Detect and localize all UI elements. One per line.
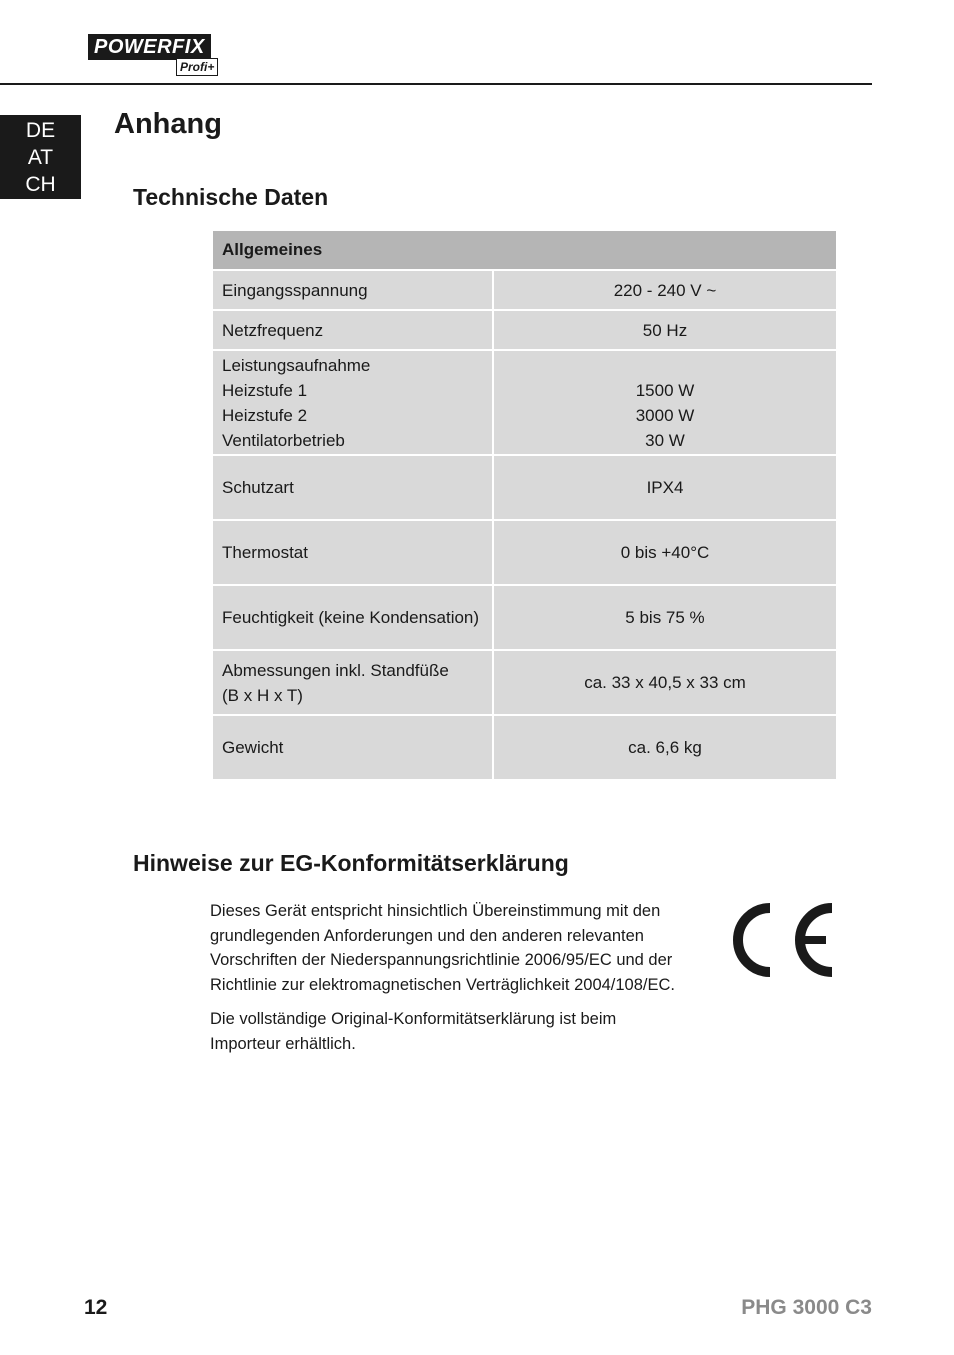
row-value: 5 bis 75 % <box>493 585 837 650</box>
ce-heading: Hinweise zur EG-Konformitätserklärung <box>133 850 569 876</box>
row-label: Schutzart <box>212 455 493 520</box>
table-row <box>212 455 837 520</box>
row-value: IPX4 <box>493 455 837 520</box>
powerfix-logo <box>88 34 238 76</box>
row-sub-label: Heizstufe 1 <box>222 380 308 400</box>
table-row <box>212 585 837 650</box>
table-row <box>212 270 837 310</box>
table-row <box>212 715 837 780</box>
row-sub-label: Ventilatorbetrieb <box>222 430 345 450</box>
page-number: 12 <box>84 1296 108 1319</box>
header-rule <box>0 83 872 85</box>
logo-brand: POWERFIX <box>88 34 211 60</box>
row-sub-value: 30 W <box>645 430 685 450</box>
ce-mark-icon <box>732 902 838 978</box>
page-title: Anhang <box>114 108 222 140</box>
row-value: ca. 33 x 40,5 x 33 cm <box>493 650 837 715</box>
ce-paragraph: Die vollständige Original-Konformitätserklärung ist beim Importeur erhältlich. <box>210 1010 617 1053</box>
row-sub-value: 1500 W <box>635 380 695 400</box>
tech-data-table <box>211 229 838 781</box>
ce-paragraph: Dieses Gerät entspricht hinsichtlich Übereinstimmung mit den grundlegenden Anforderungen und den anderen relevanten Vorschriften der Niederspannungsrichtlinie 2006/95/EC und der Richtlinie zur elektromagnetischen Verträglichkeit 2004/108/EC. <box>210 902 675 994</box>
row-sub-label: Heizstufe 2 <box>222 405 308 425</box>
row-label-group <box>212 350 493 455</box>
row-value: 50 Hz <box>493 310 837 350</box>
tech-data-heading: Technische Daten <box>133 184 329 210</box>
row-label: Thermostat <box>212 520 493 585</box>
table-row <box>212 350 837 455</box>
row-label: Leistungsaufnahme <box>222 355 371 375</box>
table-row <box>212 520 837 585</box>
row-sub-value: 3000 W <box>635 405 695 425</box>
lang-at: AT <box>27 146 54 169</box>
row-value: 0 bis +40°C <box>493 520 837 585</box>
row-label: Eingangsspannung <box>212 270 493 310</box>
table-row <box>212 310 837 350</box>
row-label: Netzfrequenz <box>212 310 493 350</box>
lang-de: DE <box>25 119 56 142</box>
table-row <box>212 650 837 715</box>
row-label-2: (B x H x T) <box>222 685 303 705</box>
row-label-group <box>212 650 493 715</box>
row-value: 220 - 240 V ~ <box>493 270 837 310</box>
row-label: Gewicht <box>212 715 493 780</box>
language-tab <box>0 115 81 199</box>
ce-text-block <box>210 899 680 1066</box>
table-header-row <box>212 230 837 270</box>
row-label: Feuchtigkeit (keine Kondensation) <box>212 585 493 650</box>
row-value-group <box>493 350 837 455</box>
lang-ch: CH <box>25 173 56 196</box>
table-header: Allgemeines <box>212 230 837 270</box>
logo-sub: Profi+ <box>176 58 218 76</box>
row-value: ca. 6,6 kg <box>493 715 837 780</box>
model-name: PHG 3000 C3 <box>741 1296 872 1319</box>
row-label: Abmessungen inkl. Standfüße <box>222 660 449 680</box>
